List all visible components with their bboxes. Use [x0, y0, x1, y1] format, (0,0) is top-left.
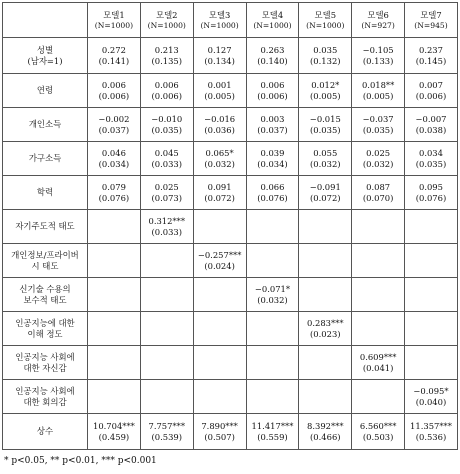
coef-cell [299, 278, 352, 312]
coefficient: 0.001 [207, 80, 232, 90]
standard-error: (0.134) [204, 55, 235, 66]
regression-table [2, 2, 458, 450]
row-label [3, 312, 88, 346]
coef-cell [246, 312, 299, 346]
coef-cell [140, 108, 193, 142]
coefficient: 6.560*** [359, 421, 397, 431]
table-row [3, 142, 458, 176]
model-name: 모델3 [208, 10, 231, 20]
coefficient: 0.046 [101, 148, 126, 158]
model-n: (N=1000) [253, 20, 292, 30]
row-label-line: 대한 회의감 [23, 396, 67, 407]
standard-error: (0.141) [98, 55, 130, 66]
standard-error: (0.041) [362, 362, 394, 373]
coef-cell [405, 108, 458, 142]
table-row [3, 312, 458, 346]
row-label-line: 학력 [36, 187, 54, 198]
coef-cell [88, 176, 141, 210]
standard-error: (0.037) [98, 124, 130, 135]
coefficient: 0.213 [154, 45, 179, 55]
coefficient: 0.065* [205, 148, 234, 158]
coef-cell [299, 210, 352, 244]
coefficient: 0.079 [101, 182, 126, 192]
table-row [3, 414, 458, 450]
row-label-line: (남자=1) [27, 55, 63, 66]
model-name: 모델5 [314, 10, 337, 20]
standard-error: (0.038) [415, 124, 447, 135]
coef-cell [352, 278, 405, 312]
coef-cell [405, 38, 458, 74]
model-n: (N=1000) [147, 20, 186, 30]
coef-cell [405, 346, 458, 380]
coef-cell [405, 244, 458, 278]
coefficient: 0.007 [418, 80, 443, 90]
coef-cell [88, 380, 141, 414]
coef-cell [405, 380, 458, 414]
row-label [3, 278, 88, 312]
standard-error: (0.076) [415, 192, 447, 203]
standard-error: (0.005) [362, 90, 394, 101]
coef-cell [352, 176, 405, 210]
coef-cell [193, 414, 246, 450]
coefficient: 0.025 [154, 182, 179, 192]
coefficient: −0.016 [204, 114, 236, 124]
significance-footnote: * p<0.05, ** p<0.01, *** p<0.001 [4, 456, 157, 466]
row-label [3, 244, 88, 278]
table-row [3, 210, 458, 244]
standard-error: (0.076) [98, 192, 130, 203]
coef-cell [352, 38, 405, 74]
coef-cell [352, 346, 405, 380]
standard-error: (0.507) [204, 431, 235, 442]
row-label-line: 상수 [36, 426, 54, 437]
model-header [405, 3, 458, 38]
standard-error: (0.032) [204, 158, 235, 169]
standard-error: (0.024) [204, 260, 235, 271]
standard-error: (0.035) [310, 124, 341, 135]
coefficient: 0.066 [260, 182, 285, 192]
coef-cell [193, 38, 246, 74]
coef-cell [193, 142, 246, 176]
coefficient: 0.006 [154, 80, 179, 90]
model-header [140, 3, 193, 38]
row-label [3, 380, 88, 414]
coef-cell [352, 108, 405, 142]
coef-cell [352, 142, 405, 176]
coefficient: 7.757*** [148, 421, 186, 431]
row-label-line: 연령 [36, 85, 54, 96]
standard-error: (0.076) [257, 192, 288, 203]
coef-cell [140, 312, 193, 346]
coef-cell [405, 210, 458, 244]
coefficient: −0.091 [309, 182, 341, 192]
coefficient: 0.045 [154, 148, 179, 158]
table-row [3, 74, 458, 108]
coef-cell [140, 346, 193, 380]
coef-cell [352, 74, 405, 108]
coefficient: 0.025 [366, 148, 391, 158]
standard-error: (0.032) [310, 158, 341, 169]
model-name: 모델1 [103, 10, 125, 20]
standard-error: (0.005) [310, 90, 341, 101]
coef-cell [193, 176, 246, 210]
coef-cell [299, 312, 352, 346]
standard-error: (0.140) [257, 55, 288, 66]
coef-cell [246, 278, 299, 312]
standard-error: (0.035) [151, 124, 183, 135]
standard-error: (0.072) [204, 192, 235, 203]
coefficient: −0.037 [362, 114, 394, 124]
standard-error: (0.035) [362, 124, 394, 135]
coef-cell [140, 142, 193, 176]
coef-cell [88, 278, 141, 312]
coef-cell [140, 74, 193, 108]
coefficient: 0.006 [101, 80, 126, 90]
model-n: (N=1000) [200, 20, 239, 30]
coef-cell [246, 346, 299, 380]
coef-cell [299, 74, 352, 108]
row-label-line: 보수적 태도 [23, 294, 67, 305]
coef-cell [88, 312, 141, 346]
coefficient: 0.034 [418, 148, 443, 158]
table-body [3, 38, 458, 450]
coefficient: 0.095 [418, 182, 443, 192]
standard-error: (0.035) [415, 158, 447, 169]
coef-cell [88, 108, 141, 142]
coefficient: 0.091 [207, 182, 232, 192]
model-n: (N=927) [361, 20, 395, 30]
coef-cell [299, 176, 352, 210]
standard-error: (0.072) [310, 192, 341, 203]
row-label-line: 가구소득 [28, 153, 62, 164]
model-header [246, 3, 299, 38]
coef-cell [193, 346, 246, 380]
standard-error: (0.536) [415, 431, 447, 442]
coef-cell [352, 380, 405, 414]
row-label [3, 142, 88, 176]
row-label-line: 신기술 수용의 [19, 284, 71, 294]
coef-cell [246, 210, 299, 244]
coef-cell [193, 244, 246, 278]
coef-cell [352, 210, 405, 244]
standard-error: (0.006) [98, 90, 130, 101]
standard-error: (0.539) [151, 431, 183, 442]
coef-cell [140, 210, 193, 244]
coefficient: −0.007 [415, 114, 447, 124]
coefficient: 0.272 [101, 45, 126, 55]
coef-cell [246, 108, 299, 142]
model-n: (N=945) [414, 20, 448, 30]
standard-error: (0.036) [204, 124, 235, 135]
table-row [3, 108, 458, 142]
coef-cell [352, 414, 405, 450]
coef-cell [405, 312, 458, 346]
row-label [3, 38, 88, 74]
coef-cell [246, 142, 299, 176]
coefficient: −0.010 [151, 114, 183, 124]
coef-cell [352, 244, 405, 278]
row-label [3, 414, 88, 450]
coef-cell [299, 108, 352, 142]
standard-error: (0.023) [310, 328, 341, 339]
row-label-line: 자기주도적 태도 [15, 221, 75, 232]
coef-cell [140, 244, 193, 278]
row-label-line: 개인소득 [28, 119, 62, 130]
coef-cell [193, 74, 246, 108]
table-row [3, 244, 458, 278]
row-label [3, 108, 88, 142]
coef-cell [193, 278, 246, 312]
standard-error: (0.132) [310, 55, 341, 66]
table-row [3, 38, 458, 74]
coefficient: 8.392*** [307, 421, 344, 431]
coefficient: 11.417*** [251, 421, 294, 431]
coef-cell [88, 414, 141, 450]
header-row [3, 3, 458, 38]
model-n: (N=1000) [306, 20, 345, 30]
row-label [3, 176, 88, 210]
standard-error: (0.034) [98, 158, 130, 169]
model-header [193, 3, 246, 38]
coef-cell [405, 74, 458, 108]
coef-cell [299, 380, 352, 414]
coefficient: −0.105 [362, 45, 394, 55]
coefficient: 0.127 [207, 45, 232, 55]
standard-error: (0.070) [362, 192, 394, 203]
coef-cell [140, 176, 193, 210]
coef-cell [299, 142, 352, 176]
coef-cell [88, 244, 141, 278]
coefficient: −0.095* [413, 386, 449, 396]
coef-cell [88, 346, 141, 380]
coef-cell [88, 38, 141, 74]
standard-error: (0.145) [415, 55, 447, 66]
model-header [299, 3, 352, 38]
table-row [3, 176, 458, 210]
standard-error: (0.006) [257, 90, 288, 101]
row-label [3, 346, 88, 380]
coef-cell [246, 414, 299, 450]
standard-error: (0.033) [151, 158, 183, 169]
coefficient: 0.003 [260, 114, 285, 124]
coef-cell [405, 278, 458, 312]
standard-error: (0.034) [257, 158, 288, 169]
coef-cell [193, 380, 246, 414]
standard-error: (0.073) [151, 192, 183, 203]
coef-cell [193, 210, 246, 244]
coef-cell [299, 38, 352, 74]
coef-cell [140, 380, 193, 414]
standard-error: (0.459) [98, 431, 130, 442]
row-label [3, 210, 88, 244]
standard-error: (0.037) [257, 124, 288, 135]
row-label-line: 개인정보/프라이버 [11, 250, 79, 260]
coef-cell [405, 142, 458, 176]
coef-cell [352, 312, 405, 346]
row-label-line: 인공지능에 대한 [15, 318, 75, 328]
model-name: 모델7 [420, 10, 442, 20]
row-label-line: 인공지능 사회에 [15, 352, 75, 362]
coefficient: 11.357*** [410, 421, 452, 431]
standard-error: (0.032) [362, 158, 394, 169]
standard-error: (0.006) [415, 90, 447, 101]
standard-error: (0.559) [257, 431, 288, 442]
model-header [88, 3, 141, 38]
coefficient: 0.018** [361, 80, 395, 90]
coefficient: 0.263 [260, 45, 285, 55]
coef-cell [193, 108, 246, 142]
standard-error: (0.133) [362, 55, 394, 66]
coefficient: 0.283*** [307, 318, 344, 328]
coef-cell [299, 244, 352, 278]
coef-cell [299, 346, 352, 380]
model-name: 모델6 [367, 10, 389, 20]
coef-cell [246, 74, 299, 108]
coefficient: 0.035 [313, 45, 338, 55]
standard-error: (0.032) [257, 294, 288, 305]
coefficient: 0.006 [260, 80, 285, 90]
coefficient: 0.039 [260, 148, 285, 158]
coef-cell [405, 414, 458, 450]
corner-cell [3, 3, 88, 38]
row-label [3, 74, 88, 108]
coef-cell [246, 38, 299, 74]
model-header [352, 3, 405, 38]
coefficient: 0.055 [313, 148, 338, 158]
standard-error: (0.040) [415, 396, 447, 407]
standard-error: (0.135) [151, 55, 183, 66]
model-name: 모델2 [156, 10, 178, 20]
row-label-line: 성별 [36, 45, 54, 55]
row-label-line: 대한 자신감 [23, 362, 67, 373]
model-name: 모델4 [261, 10, 284, 20]
standard-error: (0.005) [204, 90, 235, 101]
coefficient: 0.087 [366, 182, 391, 192]
coefficient: 0.237 [418, 45, 443, 55]
coefficient: −0.015 [309, 114, 341, 124]
coefficient: −0.257*** [197, 250, 242, 260]
row-label-line: 인공지능 사회에 [15, 386, 75, 396]
coefficient: 0.012* [311, 80, 340, 90]
coef-cell [140, 278, 193, 312]
standard-error: (0.033) [151, 226, 183, 237]
row-label-line: 시 태도 [31, 260, 59, 271]
coef-cell [88, 210, 141, 244]
table-row [3, 278, 458, 312]
coef-cell [193, 312, 246, 346]
coefficient: −0.002 [98, 114, 130, 124]
standard-error: (0.466) [310, 431, 341, 442]
coefficient: 0.312*** [148, 216, 186, 226]
coefficient: 0.609*** [359, 352, 397, 362]
coef-cell [140, 414, 193, 450]
coef-cell [246, 244, 299, 278]
coef-cell [88, 74, 141, 108]
coef-cell [299, 414, 352, 450]
coefficient: 7.890*** [201, 421, 238, 431]
coef-cell [246, 176, 299, 210]
row-label-line: 이해 정도 [27, 328, 63, 339]
table-row [3, 346, 458, 380]
model-n: (N=1000) [94, 20, 134, 30]
coef-cell [140, 38, 193, 74]
coef-cell [405, 176, 458, 210]
coefficient: 10.704*** [92, 421, 135, 431]
coef-cell [246, 380, 299, 414]
table-row [3, 380, 458, 414]
standard-error: (0.503) [362, 431, 394, 442]
coef-cell [88, 142, 141, 176]
coefficient: −0.071* [254, 284, 291, 294]
standard-error: (0.006) [151, 90, 183, 101]
